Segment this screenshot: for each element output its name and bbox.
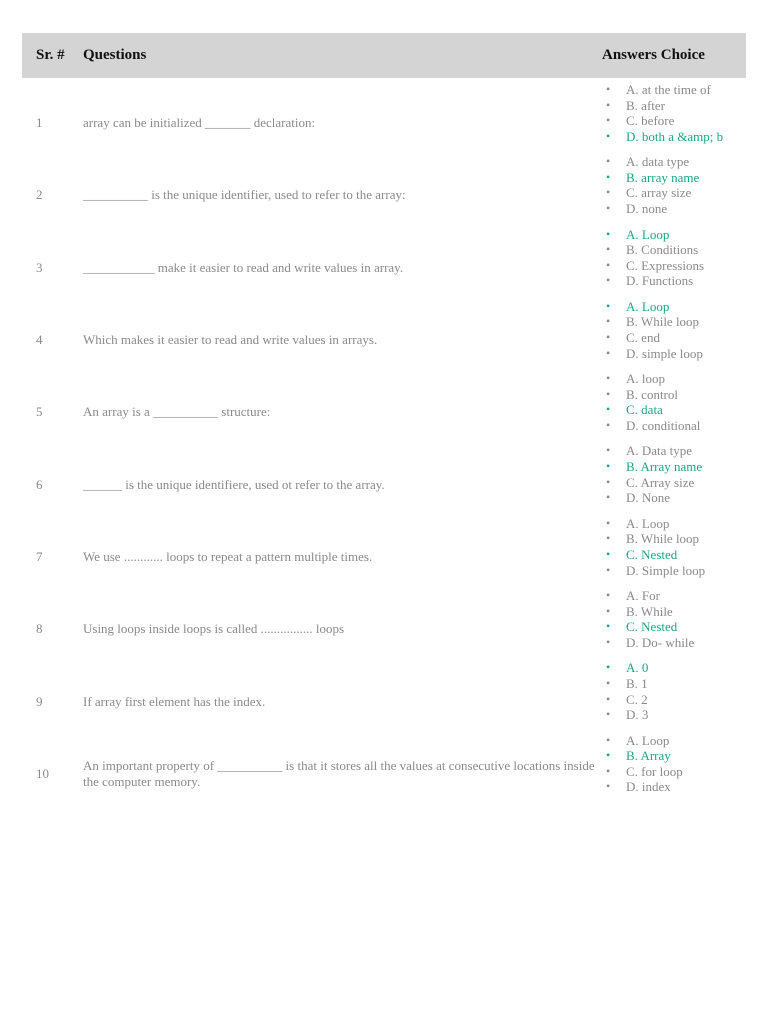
- answer-choice: • D. Do- while: [602, 635, 746, 651]
- answer-choice: • A. loop: [602, 371, 746, 387]
- answer-choice: • B. While loop: [602, 314, 746, 330]
- choice-list: [602, 656, 746, 722]
- question-text: Which makes it easier to read and write values in arrays.: [83, 332, 378, 348]
- answer-choices: [602, 150, 746, 222]
- answer-choice: • C. end: [602, 330, 746, 346]
- answer-choice: • D. index: [602, 779, 746, 795]
- answer-choices: [602, 78, 746, 150]
- header-questions: Questions: [83, 33, 602, 78]
- answer-choice: • A. at the time of: [602, 82, 746, 98]
- choice-list: [602, 367, 746, 433]
- question-text: Using loops inside loops is called ................ loops: [83, 621, 345, 637]
- answer-choice: • B. While loop: [602, 531, 746, 547]
- answer-choice: • C. for loop: [602, 764, 746, 780]
- answer-choice: • B. Array name: [602, 459, 746, 475]
- answer-choice: • D. none: [602, 201, 746, 217]
- table-row: [22, 150, 746, 222]
- table-row: [22, 78, 746, 150]
- question-text: ___________ make it easier to read and write values in array.: [83, 259, 404, 275]
- row-number: 10: [36, 765, 49, 781]
- answer-choice: • B. array name: [602, 170, 746, 186]
- answer-choice: • D. simple loop: [602, 346, 746, 362]
- choice-list: [602, 512, 746, 578]
- answer-choice: • B. 1: [602, 676, 746, 692]
- table-row: [22, 439, 746, 511]
- answer-choice: • B. Conditions: [602, 242, 746, 258]
- table-row: [22, 584, 746, 656]
- choice-list: [602, 78, 746, 144]
- choice-list: [602, 295, 746, 361]
- choice-list: [602, 584, 746, 650]
- question-text: __________ is the unique identifier, used to refer to the array:: [83, 187, 406, 203]
- answer-choice: • A. Loop: [602, 299, 746, 315]
- answer-choices: [602, 295, 746, 367]
- answer-choice: • A. Loop: [602, 733, 746, 749]
- row-number: 8: [36, 621, 43, 637]
- answer-choice: • C. Nested: [602, 547, 746, 563]
- choice-list: [602, 729, 746, 795]
- answer-choice: • B. While: [602, 604, 746, 620]
- row-number: 7: [36, 548, 43, 564]
- answer-choices: [602, 584, 746, 656]
- table-row: [22, 656, 746, 728]
- answer-choice: • C. array size: [602, 185, 746, 201]
- table-row: [22, 367, 746, 439]
- answer-choice: • D. None: [602, 490, 746, 506]
- row-number: 2: [36, 187, 43, 203]
- question-text: An array is a __________ structure:: [83, 404, 271, 420]
- table-header: [22, 33, 746, 78]
- answer-choice: • A. data type: [602, 154, 746, 170]
- answer-choice: • C. Expressions: [602, 258, 746, 274]
- answer-choice: • B. Array: [602, 748, 746, 764]
- row-number: 1: [36, 115, 43, 131]
- answer-choice: • D. 3: [602, 707, 746, 723]
- answer-choice: • A. 0: [602, 660, 746, 676]
- table-row: [22, 295, 746, 367]
- answer-choice: • A. Loop: [602, 516, 746, 532]
- answer-choice: • D. both a &amp; b: [602, 129, 746, 145]
- answer-choice: • D. Functions: [602, 273, 746, 289]
- row-number: 5: [36, 404, 43, 420]
- table-row: [22, 729, 746, 801]
- row-number: 6: [36, 476, 43, 492]
- answer-choice: • C. 2: [602, 692, 746, 708]
- answer-choices: [602, 223, 746, 295]
- choice-list: [602, 439, 746, 505]
- answer-choice: • A. For: [602, 588, 746, 604]
- answer-choice: • B. after: [602, 98, 746, 114]
- header-answers: Answers Choice: [602, 33, 746, 78]
- answer-choice: • D. Simple loop: [602, 563, 746, 579]
- row-number: 4: [36, 332, 43, 348]
- quiz-table: [22, 33, 746, 801]
- answer-choices: [602, 367, 746, 439]
- table-row: [22, 223, 746, 295]
- question-text: If array first element has the index.: [83, 693, 266, 709]
- answer-choices: [602, 729, 746, 801]
- question-text: We use ............ loops to repeat a pattern multiple times.: [83, 548, 373, 564]
- answer-choice: • A. Loop: [602, 227, 746, 243]
- answer-choices: [602, 439, 746, 511]
- answer-choice: • A. Data type: [602, 443, 746, 459]
- question-text: An important property of __________ is that it stores all the values at consecutive locations inside the computer memory.: [83, 757, 595, 789]
- answer-choices: [602, 512, 746, 584]
- choice-list: [602, 150, 746, 216]
- row-number: 9: [36, 693, 43, 709]
- choice-list: [602, 223, 746, 289]
- answer-choice: • C. before: [602, 113, 746, 129]
- answer-choice: • C. data: [602, 402, 746, 418]
- answer-choices: [602, 656, 746, 728]
- answer-choice: • C. Nested: [602, 619, 746, 635]
- question-text: ______ is the unique identifiere, used ot refer to the array.: [83, 476, 385, 492]
- answer-choice: • D. conditional: [602, 418, 746, 434]
- question-text: array can be initialized _______ declaration:: [83, 115, 316, 131]
- row-number: 3: [36, 259, 43, 275]
- table-body: [22, 78, 746, 801]
- answer-choice: • B. control: [602, 387, 746, 403]
- table-row: [22, 512, 746, 584]
- header-sr: Sr. #: [22, 33, 83, 78]
- answer-choice: • C. Array size: [602, 475, 746, 491]
